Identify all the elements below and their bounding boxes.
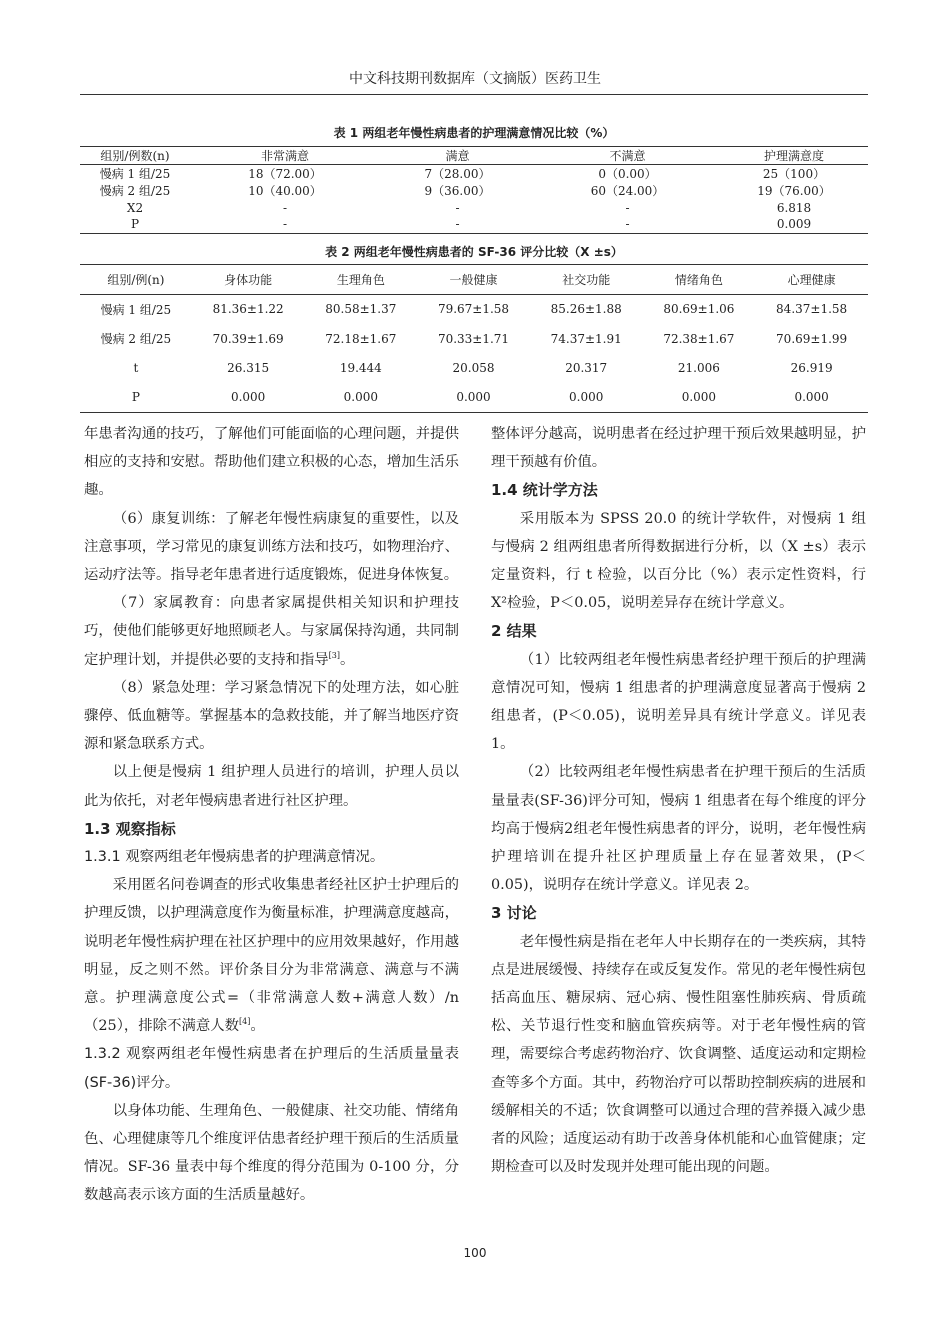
- table2-header-cell: 情绪角色: [643, 265, 756, 295]
- table-cell: 0（0.00）: [598, 167, 657, 181]
- table2-header-cell: 组别/例(n): [80, 265, 192, 295]
- table-cell: 84.37±1.58: [776, 302, 848, 317]
- citation-ref: [3]: [328, 650, 340, 660]
- table-cell: P: [131, 390, 140, 405]
- table1: [80, 146, 868, 234]
- table-cell: 0.009: [776, 217, 812, 232]
- table2-header-cell: 心理健康: [755, 265, 868, 295]
- table-cell: 79.67±1.58: [437, 302, 510, 317]
- table1-header-row: [80, 147, 868, 165]
- table-cell: 慢病 2 组/25: [100, 332, 172, 347]
- table2: [80, 264, 868, 413]
- table-row: [80, 383, 868, 412]
- table-cell: -: [455, 217, 460, 232]
- table-cell: 20.317: [565, 360, 608, 375]
- paragraph: [84, 871, 459, 1040]
- table-cell: 0.000: [569, 390, 604, 405]
- table-cell: 26.315: [227, 360, 270, 375]
- table-cell: -: [625, 217, 630, 232]
- table-cell: 慢病 1 组/25: [100, 302, 172, 317]
- paragraph: 以上便是慢病 1 组护理人员进行的培训，护理人员以此为依托，对老年慢病患者进行社区护理。: [84, 764, 459, 809]
- table-row: [80, 199, 868, 216]
- paragraph: [84, 589, 459, 674]
- table-cell: 0.000: [681, 390, 717, 405]
- table-row: [80, 295, 868, 324]
- table-cell: 6.818: [776, 200, 812, 215]
- table-cell: 21.006: [677, 360, 720, 375]
- table-cell: 19.444: [339, 360, 382, 375]
- table-cell: 9（36.00）: [424, 184, 491, 198]
- table-cell: 74.37±1.91: [550, 331, 622, 346]
- table-row: [80, 182, 868, 199]
- page-number: 100: [463, 1246, 487, 1260]
- table-cell: -: [282, 200, 288, 215]
- citation-ref: [4]: [239, 1017, 251, 1027]
- section-heading: 1.3 观察指标: [84, 819, 176, 838]
- section-heading: 3 讨论: [491, 904, 537, 923]
- table-cell: 0.000: [343, 390, 378, 405]
- section-heading: 1.4 统计学方法: [491, 481, 598, 500]
- table-cell: -: [455, 200, 460, 215]
- table-cell: X2: [126, 200, 144, 215]
- running-title: 中文科技期刊数据库（文摘版）医药卫生: [349, 71, 601, 87]
- paragraph-end: 。: [340, 651, 355, 668]
- right-column: [491, 420, 866, 1181]
- table1-header-cell: 组别/例数(n): [80, 147, 190, 165]
- paragraph: （1）比较两组老年慢性病患者经护理干预后的护理满意情况可知，慢病 1 组患者的护理满意度显著高于慢病 2 组患者，(P＜0.05)，说明差异具有统计学意义。详见表 1。: [491, 651, 866, 753]
- table-cell: 26.919: [790, 360, 833, 375]
- left-column: [84, 420, 459, 1210]
- table-cell: 60（24.00）: [590, 184, 665, 198]
- table1-header-cell: 护理满意度: [720, 147, 868, 165]
- header-rule: [80, 94, 868, 95]
- table2-header-cell: 生理角色: [304, 265, 417, 295]
- paragraph: 年患者沟通的技巧，了解他们可能面临的心理问题，并提供相应的支持和安慰。帮助他们建立积极的心态，增加生活乐趣。: [84, 426, 459, 499]
- table-cell: 70.33±1.71: [437, 331, 510, 346]
- paragraph: 以身体功能、生理角色、一般健康、社交功能、情绪角色、心理健康等几个维度评估患者经护理干预后的生活质量情况。SF-36 量表中每个维度的得分范围为 0-100 分，分数越高表示该方面的生活质量越好。: [84, 1102, 459, 1204]
- table2-caption: 表 2 两组老年慢性病患者的 SF-36 评分比较（X ±s）: [325, 245, 623, 259]
- paragraph: （2）比较两组老年慢性病患者在护理干预后的生活质量量表(SF-36)评分可知，慢病 1 组患者在每个维度的评分均高于慢病2组老年慢性病患者的评分，说明，老年慢性病护理培训在提升社区护理质量上存在显著效果，(P＜0.05)，说明存在统计学意义。详见表 2。: [491, 764, 866, 894]
- paragraph: 老年慢性病是指在老年人中长期存在的一类疾病，其特点是进展缓慢、持续存在或反复发作。常见的老年慢性病包括高血压、糖尿病、冠心病、慢性阻塞性肺疾病、骨质疏松、关节退行性变和脑血管疾病等。对于老年慢性病的管理，需要综合考虑药物治疗、饮食调整、适度运动和定期检查等多个方面。其中，药物治疗可以帮助控制疾病的进展和缓解相关的不适；饮食调整可以通过合理的营养摄入减少患者的风险；适度运动有助于改善身体机能和心血管健康；定期检查可以及时发现并处理可能出现的问题。: [491, 933, 866, 1176]
- table1-header-cell: 非常满意: [190, 147, 380, 165]
- table-cell: 7（28.00）: [424, 167, 491, 181]
- table-cell: 19（76.00）: [757, 184, 831, 198]
- table-cell: P: [130, 217, 140, 232]
- table-cell: 72.38±1.67: [663, 331, 735, 346]
- paragraph: 采用版本为 SPSS 20.0 的统计学软件，对慢病 1 组与慢病 2 组两组患者所得数据进行分析，以（X ±s）表示定量资料，行 t 检验，以百分比（%）表示定性资料，行 X²检验，P＜0.05，说明差异存在统计学意义。: [491, 510, 866, 612]
- table-cell: t: [133, 360, 139, 375]
- paragraph-text: （7）家属教育：向患者家属提供相关知识和护理技巧，使他们能够更好地照顾老人。与家属保持沟通，共同制定护理计划，并提供必要的支持和指导: [84, 595, 459, 668]
- subsection-heading: 1.3.1 观察两组老年慢病患者的护理满意情况。: [84, 849, 385, 866]
- table-cell: 0.000: [456, 390, 491, 405]
- section-heading: 2 结果: [491, 622, 537, 641]
- table1-caption: 表 1 两组老年慢性病患者的护理满意情况比较（%）: [333, 126, 615, 140]
- table1-header-cell: 满意: [380, 147, 535, 165]
- subsection-heading: 1.3.2 观察两组老年慢性病患者在护理后的生活质量量表(SF-36)评分。: [84, 1046, 459, 1091]
- paragraph: （8）紧急处理：学习紧急情况下的处理方法，如心脏骤停、低血糖等。掌握基本的急救技能，并了解当地医疗资源和紧急联系方式。: [84, 679, 459, 753]
- table-cell: 25（100）: [762, 167, 826, 181]
- table-row: [80, 353, 868, 382]
- table-cell: 20.058: [452, 360, 495, 375]
- table2-header-cell: 社交功能: [530, 265, 643, 295]
- table-cell: 80.58±1.37: [325, 302, 397, 317]
- paragraph-text: 采用匿名问卷调查的形式收集患者经社区护士护理后的护理反馈，以护理满意度作为衡量标准，护理满意度越高，说明老年慢性病护理在社区护理中的应用效果越好，作用越明显，反之则不然。评价条目分为非常满意、满意与不满意。护理满意度公式=（非常满意人数+满意人数）/n（25），排除不满意人数: [84, 877, 459, 1035]
- paragraph: 整体评分越高，说明患者在经过护理干预后效果越明显，护理干预越有价值。: [491, 426, 866, 471]
- table2-header-cell: 身体功能: [192, 265, 305, 295]
- table1-header-cell: 不满意: [535, 147, 720, 165]
- table-cell: -: [282, 217, 288, 232]
- table2-header-row: [80, 265, 868, 295]
- table-cell: -: [625, 200, 630, 215]
- table-cell: 10（40.00）: [248, 184, 322, 198]
- table-cell: 0.000: [794, 390, 829, 405]
- table-cell: 70.39±1.69: [212, 331, 284, 346]
- table-cell: 81.36±1.22: [212, 302, 284, 317]
- paragraph: （6）康复训练：了解老年慢性病康复的重要性，以及注意事项，学习常见的康复训练方法和技巧，如物理治疗、运动疗法等。指导老年患者进行适度锻炼，促进身体恢复。: [84, 510, 459, 584]
- table-cell: 80.69±1.06: [663, 302, 735, 317]
- table-cell: 慢病 2 组/25: [99, 184, 171, 198]
- paragraph-end: 。: [250, 1018, 265, 1035]
- table-cell: 0.000: [230, 390, 266, 405]
- table-cell: 慢病 1 组/25: [99, 167, 171, 181]
- table-cell: 70.69±1.99: [776, 331, 848, 346]
- table2-header-cell: 一般健康: [417, 265, 530, 295]
- table-row: [80, 165, 868, 183]
- table-cell: 85.26±1.88: [550, 302, 622, 317]
- table-row: [80, 216, 868, 233]
- table-cell: 18（72.00）: [248, 167, 322, 181]
- table-row: [80, 324, 868, 353]
- table-cell: 72.18±1.67: [325, 331, 397, 346]
